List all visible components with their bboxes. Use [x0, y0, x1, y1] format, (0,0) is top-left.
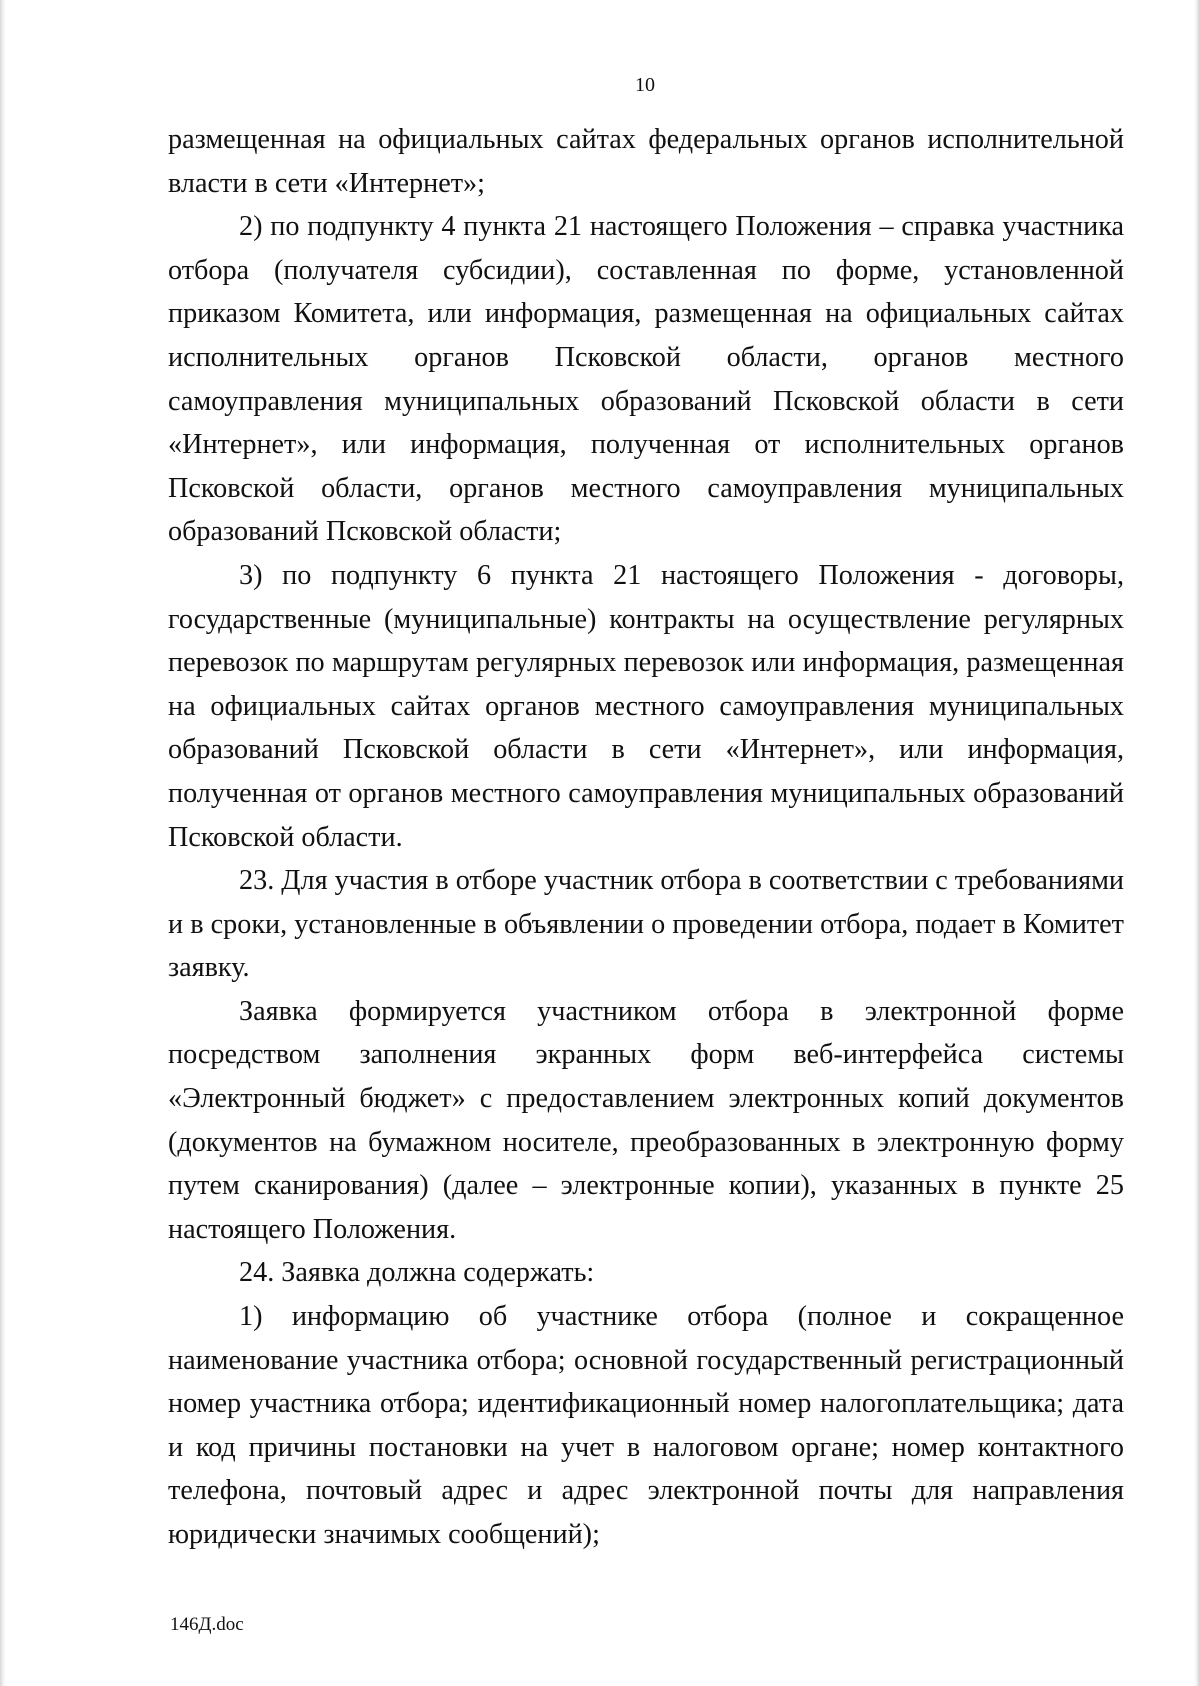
paragraph-clause-23: 23. Для участия в отборе участник отбора в соответствии с требованиями и в сроки, установленные в объявлении о проведении отбора, подает в Комитет заявку. [168, 865, 1124, 984]
paragraph-clause-24: 24. Заявка должна содержать: [239, 1257, 595, 1289]
page-number: 10 [635, 74, 655, 96]
paragraph-application-form: Заявка формируется участником отбора в электронной форме посредством заполнения экранных форм веб-интерфейса системы «Электронный бюджет» с предоставлением электронных копий документов (документов на бумажном носителе, преобразованных в электронную форму путем сканирования) (далее – электронные копии), указанных в пункте 25 настоящего Положения. [168, 995, 1124, 1245]
paragraph-item-1: 1) информацию об участнике отбора (полное и сокращенное наименование участника отбора; основной государственный регистрационный номер участника отбора; идентификационный номер налогоплательщика; дата и код причины постановки на учет в налоговом органе; номер контактного телефона, почтовый адрес и адрес электронной почты для направления юридически значимых сообщений); [168, 1301, 1124, 1550]
document-body [168, 118, 1124, 1557]
scan-edge-right [1194, 0, 1200, 1686]
paragraph-item-2: 2) по подпункту 4 пункта 21 настоящего Положения – справка участника отбора (получателя субсидии), составленная по форме, установленной приказом Комитета, или информация, размещенная на официальных сайтах исполнительных органов Псковской области, органов местного самоуправления муниципальных образований Псковской области в сети «Интернет», или информация, полученная от исполнительных органов Псковской области, органов местного самоуправления муниципальных образований Псковской области; [168, 211, 1124, 548]
footer-filename: 146Д.doc [170, 1614, 244, 1635]
scan-edge-left [0, 0, 6, 1686]
paragraph-continuation: размещенная на официальных сайтах федеральных органов исполнительной власти в сети «Интернет»; [168, 124, 1124, 199]
paragraph-item-3: 3) по подпункту 6 пункта 21 настоящего Положения - договоры, государственные (муниципальные) контракты на осуществление регулярных перевозок по маршрутам регулярных перевозок или информация, размещенная на официальных сайтах органов местного самоуправления муниципальных образований Псковской области в сети «Интернет», или информация, полученная от органов местного самоуправления муниципальных образований Псковской области. [168, 559, 1124, 853]
